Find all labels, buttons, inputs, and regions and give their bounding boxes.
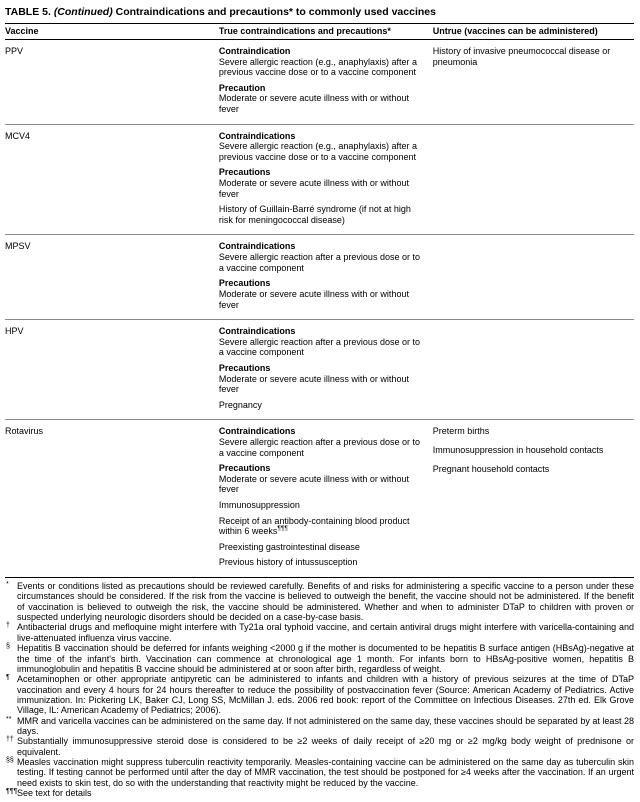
item-heading: Precautions (218, 278, 271, 289)
column-header-true-contraindications: True contraindications and precautions* (219, 23, 433, 39)
item-text: Severe allergic reaction after a previous dose or to a vaccine component (218, 252, 420, 273)
vaccine-name: MCV4 (5, 124, 219, 235)
cell-item (219, 500, 423, 511)
item-text: History of Guillain-Barré syndrome (if not at high risk for meningococcal disease) (218, 204, 411, 225)
vaccine-name: PPV (5, 39, 219, 124)
cell-item (219, 278, 423, 310)
untrue-item: Preterm births (432, 426, 490, 437)
item-heading: Contraindications (218, 241, 296, 252)
item-text: Moderate or severe acute illness with or without fever (218, 473, 409, 495)
untrue-cell (433, 124, 634, 235)
footnote-marker: ¶ (6, 674, 10, 682)
untrue-cell (433, 235, 634, 320)
footnote-text: Substantially immunosuppressive steroid dose is considered to be ≥2 weeks of daily receipt of ≥20 mg or ≥2 mg/kg body weight of prednisone or equivalent. (17, 736, 634, 757)
footnote-marker: † (6, 622, 10, 630)
true-contraindications-cell (219, 39, 433, 124)
footnote-marker: ¶¶¶ (6, 787, 18, 795)
vaccine-name: Rotavirus (5, 420, 219, 578)
true-contraindications-cell (219, 320, 433, 420)
cell-item (219, 426, 423, 458)
table-title (5, 6, 634, 19)
cell-item (219, 241, 423, 273)
cell-item (219, 363, 423, 395)
untrue-item: History of invasive pneumococcal disease or pneumonia (432, 45, 611, 67)
column-header-vaccine: Vaccine (5, 23, 219, 39)
footnote-marker: ** (6, 715, 12, 723)
footnote (5, 581, 634, 622)
table-row-hpv (5, 320, 634, 420)
item-text: Moderate or severe acute illness with or without fever (218, 178, 409, 199)
table-title-prefix: TABLE 5. (5, 6, 54, 18)
item-heading: Precautions (218, 362, 271, 373)
item-heading: Precautions (218, 167, 271, 178)
footnote (5, 716, 634, 737)
item-text (219, 516, 423, 537)
cell-item (219, 400, 423, 411)
item-text: Pregnancy (218, 399, 262, 410)
vaccine-name: HPV (5, 320, 219, 420)
footnotes-section (5, 581, 634, 798)
cell-item (219, 463, 423, 495)
footnote-text: See text for details (17, 787, 92, 798)
footnote-text: Antibacterial drugs and mefloquine might interfere with Ty21a oral typhoid vaccine, and certain antiviral drugs might interfere with varicella-containing and live-attenuated influenza virus vaccine. (17, 622, 634, 643)
item-text: Preexisting gastrointestinal disease (218, 541, 360, 552)
item-text: Severe allergic reaction (e.g., anaphylaxis) after a previous vaccine dose or to a vaccine component (218, 141, 417, 162)
item-heading: Precaution (218, 82, 266, 93)
footnote-text: Acetaminophen or other appropriate antipyretic can be administered to infants and children with a history of previous seizures at the time of DTaP vaccination and every 4 hours for 24 hours thereafter to reduce the possibility of postvaccination fever (Source: American Academy of Pediatrics. Active immunization. In: Pickering LK, Baker CJ, Long SS, McMillan J. eds. 2006 red book: report of the Committee on Infectious Diseases. 27th ed. Elk Grove Village, IL: American Academy of Pediatrics; 2006). (17, 674, 634, 716)
true-contraindications-cell (219, 420, 433, 578)
cell-item (219, 557, 423, 568)
item-text: Severe allergic reaction after a previous dose or to a vaccine component (218, 336, 420, 358)
cell-item (219, 167, 423, 199)
vaccines-table (5, 23, 634, 579)
footnote-marker: §§ (6, 756, 14, 764)
item-heading: Contraindications (218, 326, 296, 337)
footnote-text: Hepatitis B vaccination should be deferred for infants weighing <2000 g if the mother is documented to be hepatitis B surface antigen (HBsAg)-negative at the time of the infant's birth. Vaccination can commence at chronological age 1 month. For infants born to HBsAg-positive women, hepatitis B immunoglobulin and hepatitis B vaccine should be administered at or soon after birth, regardless of weight. (17, 643, 634, 674)
footnote (5, 622, 634, 643)
header-row (5, 23, 634, 39)
item-text: Severe allergic reaction (e.g., anaphylaxis) after a previous vaccine dose or to a vaccine component (218, 56, 417, 78)
item-text: Previous history of intussusception (218, 557, 358, 568)
cell-item (219, 46, 423, 78)
cell-item (219, 516, 423, 537)
footnote (5, 674, 634, 715)
item-text: Moderate or severe acute illness with or without fever (218, 373, 409, 395)
true-contraindications-cell (219, 235, 433, 320)
item-text: Moderate or severe acute illness with or without fever (218, 93, 409, 114)
footnote-marker: § (6, 643, 10, 651)
untrue-item: Immunosuppression in household contacts (432, 445, 604, 455)
item-heading: Precautions (218, 463, 271, 474)
true-contraindications-cell (219, 124, 433, 235)
footnote (5, 788, 634, 798)
table-title-text: Contraindications and precautions* to commonly used vaccines (112, 6, 436, 18)
item-text: Moderate or severe acute illness with or without fever (218, 288, 409, 310)
item-heading: Contraindications (218, 426, 296, 437)
footnote-marker: †† (6, 736, 14, 744)
footnote-text: Events or conditions listed as precautions should be reviewed carefully. Benefits of and risks for administering a specific vaccine to a person under these circumstances should be considered. If the risk from the vaccine is believed to outweigh the benefit, the vaccine should not be administered. If the benefit of vaccination is believed to outweigh the risk, the vaccine should be administered. Whether and when to administer DTaP to children with proven or suspected underlying neurologic disorders should be decided on a case-by-case basis. (17, 581, 634, 623)
table-row-mpsv (5, 235, 634, 320)
table-row-mcv4 (5, 124, 634, 235)
cell-item (219, 83, 423, 115)
table-row-rotavirus (5, 420, 634, 578)
item-text-fragment: Receipt of an antibody-containing blood product within 6 weeks (218, 515, 410, 537)
cell-item (219, 542, 423, 553)
column-header-untrue: Untrue (vaccines can be administered) (433, 23, 634, 39)
footnote (5, 757, 634, 788)
untrue-item: Pregnant household contacts (432, 463, 550, 474)
item-text: Severe allergic reaction after a previous dose or to a vaccine component (218, 437, 420, 458)
footnote-text: MMR and varicella vaccines can be administered on the same day. If not administered on the same day, these vaccines should be separated by at least 28 days. (17, 715, 634, 736)
vaccine-name: MPSV (5, 235, 219, 320)
item-text: Immunosuppression (218, 500, 300, 511)
cell-item (219, 204, 423, 225)
cell-item (219, 131, 423, 163)
cell-item (219, 326, 423, 358)
footnote (5, 736, 634, 757)
untrue-cell (433, 420, 634, 578)
untrue-cell (433, 320, 634, 420)
footnote-reference: ¶¶¶ (277, 525, 288, 533)
untrue-cell (433, 39, 634, 124)
table-row-ppv (5, 39, 634, 124)
item-heading: Contraindications (218, 130, 296, 141)
item-heading: Contraindication (218, 45, 291, 56)
table-title-continued: (Continued) (53, 6, 113, 18)
footnote-text: Measles vaccination might suppress tuberculin reactivity temporarily. Measles-containing vaccine can be administered on the same day as tuberculin skin testing. If testing cannot be performed until after the day of MMR vaccination, the test should be postponed for ≥4 weeks after the vaccination. If an urgent need exists to skin test, do so with the understanding that reactivity might be reduced by the vaccine. (17, 756, 634, 788)
footnote (5, 643, 634, 674)
footnote-marker: * (6, 581, 9, 589)
